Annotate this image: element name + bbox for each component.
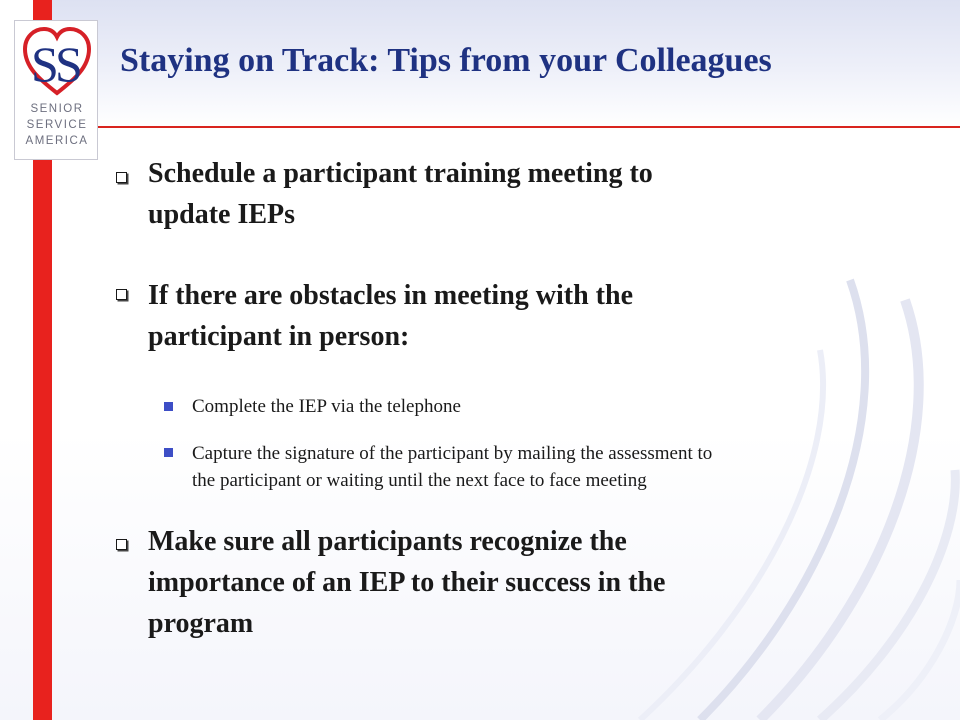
sub-bullet-line: the participant or waiting until the next face to face meeting [192, 470, 647, 491]
sub-bullet-square-icon [164, 402, 173, 411]
logo [14, 20, 98, 160]
bullet-line: update IEPs [148, 199, 296, 230]
bullet-line: Make sure all participants recognize the [148, 526, 627, 557]
sub-bullet-item [192, 393, 461, 420]
sub-bullet-item [192, 440, 712, 494]
bullet-line: importance of an IEP to their success in the [148, 567, 666, 598]
bullet-item [148, 275, 633, 357]
bullet-line: Schedule a participant training meeting to [148, 158, 653, 189]
svg-text:S: S [31, 36, 59, 92]
bullet-line: program [148, 608, 254, 639]
slide-title: Staying on Track: Tips from your Colleagues [120, 42, 772, 79]
svg-text:S: S [55, 36, 83, 92]
logo-text-line: AMERICA [25, 135, 89, 147]
bullet-line: If there are obstacles in meeting with the [148, 280, 633, 311]
bullet-item [148, 521, 665, 644]
header-divider [52, 126, 960, 128]
bullet-item [148, 153, 653, 235]
logo-text-line: SERVICE [26, 119, 88, 131]
bullet-square-icon [116, 172, 127, 183]
logo-text-line: SENIOR [30, 103, 84, 115]
bullet-line: participant in person: [148, 321, 410, 352]
logo-heart-icon [21, 27, 93, 99]
sub-bullet-line: Complete the IEP via the telephone [192, 396, 461, 417]
bullet-square-icon [116, 539, 127, 550]
bullet-square-icon [116, 289, 127, 300]
sub-bullet-square-icon [164, 448, 173, 457]
sub-bullet-line: Capture the signature of the participant by mailing the assessment to [192, 443, 713, 464]
